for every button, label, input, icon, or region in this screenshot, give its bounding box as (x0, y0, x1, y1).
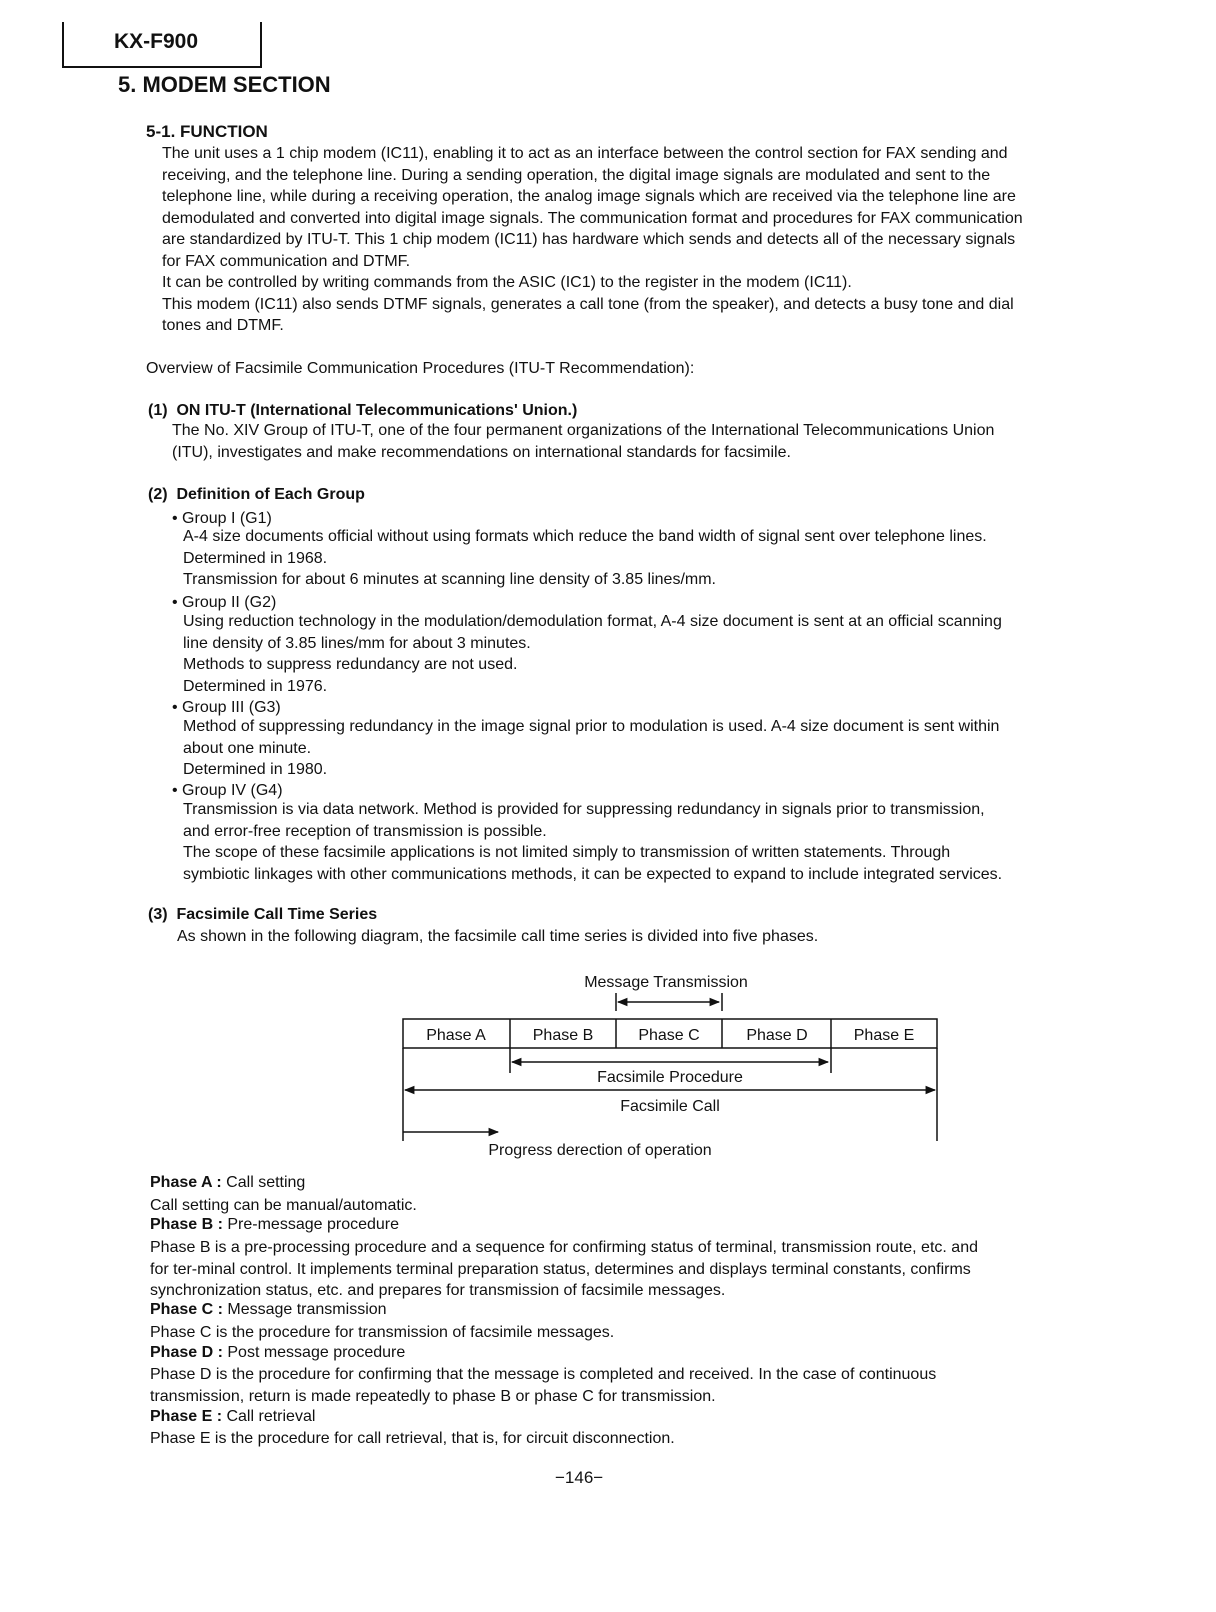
phase-c-label: Phase C : (150, 1301, 223, 1318)
phase-b-line (150, 1216, 399, 1234)
group-2-label: • Group II (G2) (172, 594, 277, 611)
phase-d-label: Phase D : (150, 1344, 223, 1361)
function-body: The unit uses a 1 chip modem (IC11), enabling it to act as an interface between the control section for FAX sending and receiving, and the telephone line. During a sending operation, the digital image signals are modulated and sent to the telephone line, while during a receiving operation, the analog image signals which are received via the telephone line are demodulated and converted into digital image signals. The communication format and procedures for FAX communication are standardized by ITU-T. This 1 chip modem (IC11) has hardware which sends and detects all of the necessary signals for FAX communication and DTMF. It can be controlled by writing commands from the ASIC (IC1) to the register in the modem (IC11). This modem (IC11) also sends DTMF signals, generates a call tone (from the speaker), and detects a busy tone and dial tones and DTMF. (162, 145, 1023, 334)
phase-c-cell: Phase C (638, 1027, 700, 1044)
overview-line: Overview of Facsimile Communication Procedures (ITU-T Recommendation): (146, 360, 695, 377)
phase-d-title: Post message procedure (222, 1344, 406, 1361)
group-2-body: Using reduction technology in the modulation/demodulation format, A-4 size document is sent at an official scanning line density of 3.85 lines/mm for about 3 minutes. Methods to suppress redundancy are not used. Determined in 1976. (183, 613, 1002, 695)
group-1-label: • Group I (G1) (172, 510, 272, 527)
phase-d-cell: Phase D (746, 1027, 808, 1044)
groups-heading: (2) Definition of Each Group (148, 486, 365, 503)
phase-e-title: Call retrieval (222, 1408, 316, 1425)
phase-a-title: Call setting (221, 1174, 306, 1191)
phase-c-line (150, 1301, 387, 1319)
phase-b-label: Phase B : (150, 1216, 223, 1233)
phase-a-label: Phase A : (150, 1174, 222, 1191)
phase-b-desc: Phase B is a pre-processing procedure and a sequence for confirming status of terminal, transmission route, etc. and for ter-minal control. It implements terminal preparation status, determines and displays terminal constants, confirms synchronization status, etc. and prepares for transmission of facsimile messages. (150, 1239, 978, 1299)
facsimile-procedure-label: Facsimile Procedure (597, 1069, 743, 1086)
phase-d-desc: Phase D is the procedure for confirming that the message is completed and received. In the case of continuous transmission, return is made repeatedly to phase B or phase C for transmission. (150, 1366, 937, 1405)
phase-b-title: Pre-message procedure (222, 1216, 400, 1233)
phase-a-desc: Call setting can be manual/automatic. (150, 1197, 417, 1214)
group-3-label: • Group III (G3) (172, 699, 281, 716)
phase-d-line (150, 1344, 405, 1362)
itu-heading: (1) ON ITU-T (International Telecommunications' Union.) (148, 402, 578, 419)
phase-a-line (150, 1174, 305, 1192)
phase-c-title: Message transmission (222, 1301, 387, 1318)
time-series-body: As shown in the following diagram, the facsimile call time series is divided into five phases. (177, 928, 819, 945)
group-4-label: • Group IV (G4) (172, 782, 283, 799)
phase-e-cell: Phase E (853, 1027, 915, 1044)
page-number: −146− (555, 1468, 604, 1487)
function-heading: 5-1. FUNCTION (146, 122, 268, 141)
phase-e-desc: Phase E is the procedure for call retrieval, that is, for circuit disconnection. (150, 1430, 675, 1447)
itu-body: The No. XIV Group of ITU-T, one of the four permanent organizations of the International Telecommunications Union (ITU), investigates and make recommendations on international standards for facsimile. (172, 422, 995, 461)
facsimile-call-label: Facsimile Call (620, 1098, 720, 1115)
time-series-heading: (3) Facsimile Call Time Series (148, 906, 378, 923)
phase-a-cell: Phase A (426, 1027, 486, 1044)
group-4-body: Transmission is via data network. Method is provided for suppressing redundancy in signals prior to transmission, and error-free reception of transmission is possible. The scope of these facsimile applications is not limited simply to transmission of written statements. Through symbiotic linkages with other communications methods, it can be expected to expand to include integrated services. (183, 801, 1003, 883)
group-1-body: A-4 size documents official without using formats which reduce the band width of signal sent over telephone lines. Determined in 1968. Transmission for about 6 minutes at scanning line density of 3.85 lines/mm. (183, 528, 987, 588)
phase-e-line (150, 1408, 315, 1426)
phase-e-label: Phase E : (150, 1408, 223, 1425)
phase-c-desc: Phase C is the procedure for transmission of facsimile messages. (150, 1324, 615, 1341)
progress-label: Progress derection of operation (488, 1142, 712, 1159)
phase-b-cell: Phase B (532, 1027, 594, 1044)
model-number: KX-F900 (114, 30, 199, 53)
section-title: 5. MODEM SECTION (118, 72, 331, 97)
message-transmission-label: Message Transmission (584, 974, 748, 991)
model-header-box (62, 22, 262, 68)
group-3-body: Method of suppressing redundancy in the image signal prior to modulation is used. A-4 size document is sent within about one minute. Determined in 1980. (183, 718, 1000, 778)
facsimile-call-diagram (390, 965, 960, 1165)
